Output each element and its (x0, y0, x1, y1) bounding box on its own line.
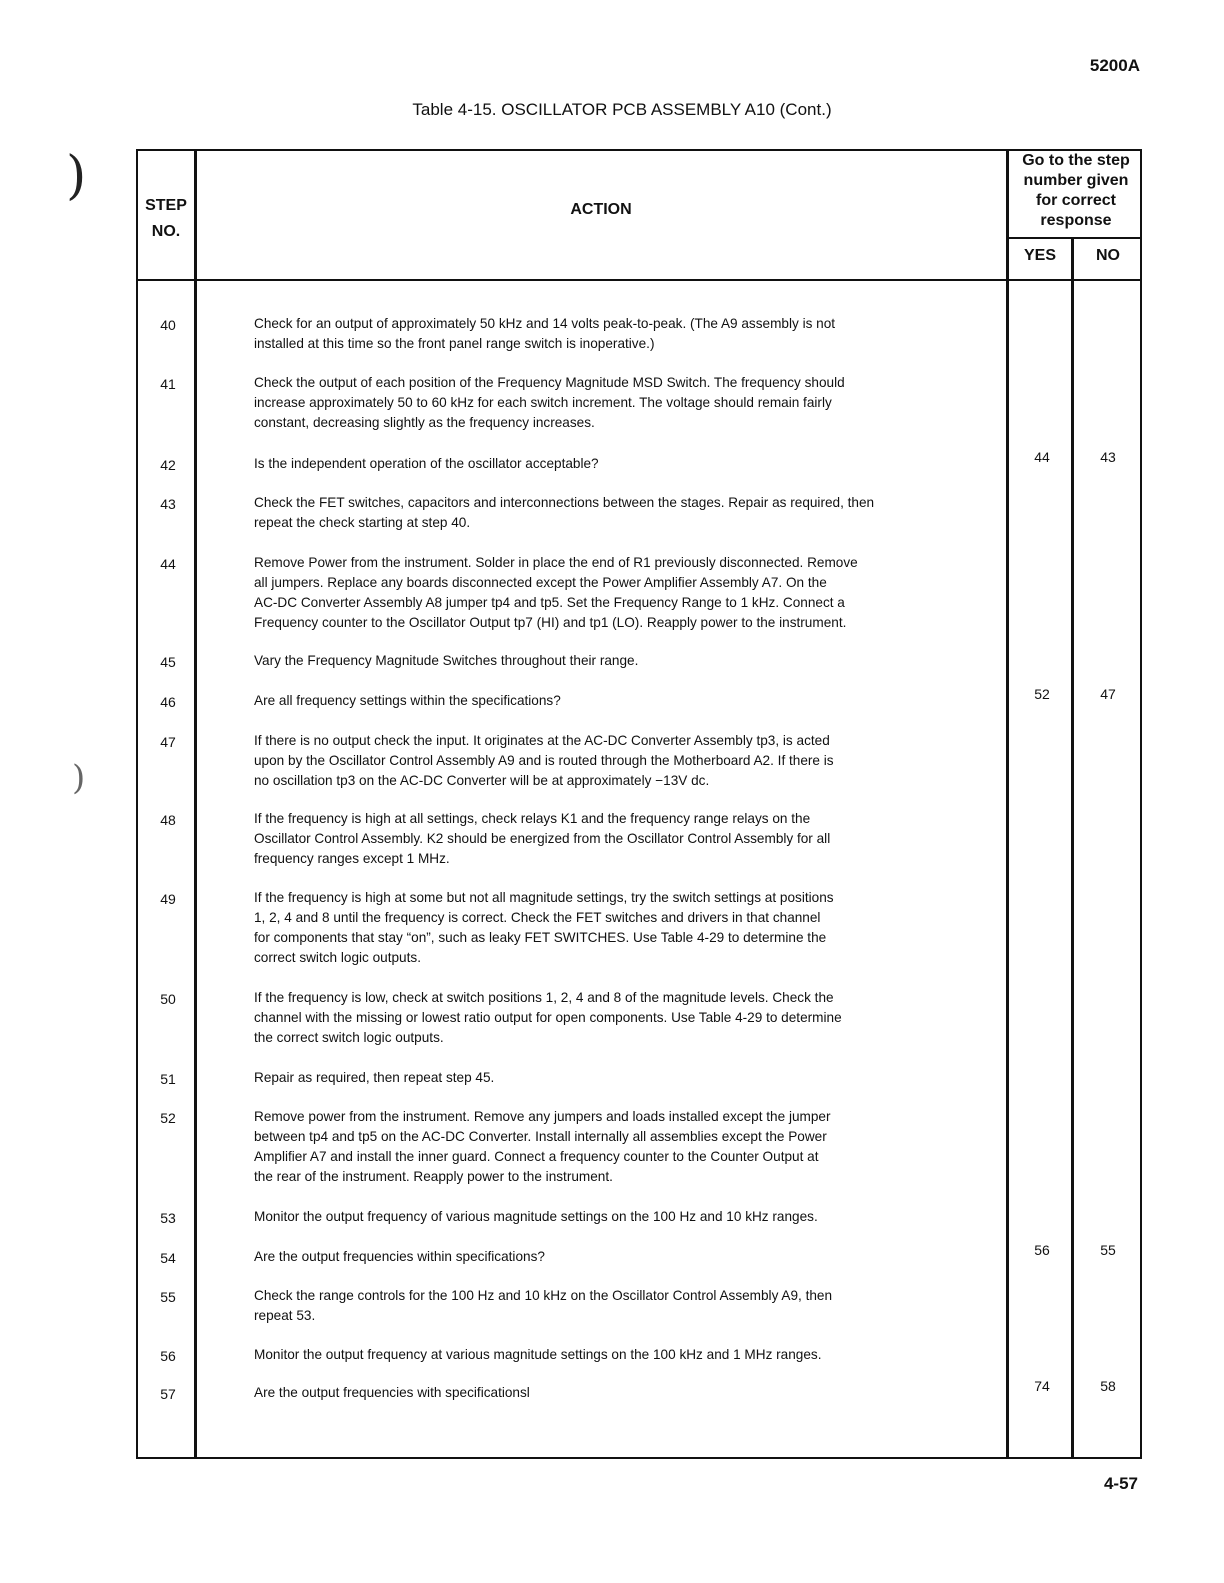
action-line: frequency ranges except 1 MHz. (254, 851, 450, 866)
action-line: Are the output frequencies with specificationsl (254, 1385, 530, 1400)
action-text (254, 373, 974, 433)
action-text (254, 888, 974, 968)
action-line: AC-DC Converter Assembly A8 jumper tp4 and tp5. Set the Frequency Range to 1 kHz. Connect a (254, 595, 845, 610)
action-text (254, 1068, 974, 1088)
action-line: installed at this time so the front panel range switch is inoperative.) (254, 336, 655, 351)
action-text (254, 1247, 974, 1267)
step-number: 41 (160, 376, 176, 392)
model-number: 5200A (1089, 56, 1140, 75)
action-line: correct switch logic outputs. (254, 950, 421, 965)
step-number: 54 (160, 1250, 176, 1266)
action-line: 1, 2, 4 and 8 until the frequency is correct. Check the FET switches and drivers in that channel (254, 910, 821, 925)
action-line: repeat 53. (254, 1308, 316, 1323)
header-step: STEP NO. (145, 197, 187, 240)
step-number: 45 (160, 654, 176, 670)
action-line: between tp4 and tp5 on the AC-DC Converter. Install internally all assemblies except the Power (254, 1129, 827, 1144)
action-line: Are the output frequencies within specifications? (254, 1249, 545, 1264)
action-text (254, 691, 974, 711)
step-number: 49 (160, 891, 176, 907)
action-line: Monitor the output frequency of various magnitude settings on the 100 Hz and 10 kHz ranges. (254, 1209, 818, 1224)
action-line: Amplifier A7 and install the inner guard. Connect a frequency counter to the Counter Output at (254, 1149, 819, 1164)
action-line: Vary the Frequency Magnitude Switches throughout their range. (254, 653, 639, 668)
action-text (254, 1207, 974, 1227)
step-number: 56 (160, 1348, 176, 1364)
action-line: constant, decreasing slightly as the frequency increases. (254, 415, 595, 430)
step-number: 42 (160, 457, 176, 473)
margin-mark: ) (72, 758, 86, 798)
step-number: 51 (160, 1071, 176, 1087)
step-number: 57 (160, 1386, 176, 1402)
step-number: 53 (160, 1210, 176, 1226)
action-text (254, 1107, 974, 1187)
no-step: 58 (1100, 1378, 1116, 1394)
action-text (254, 493, 974, 533)
action-line: Remove power from the instrument. Remove any jumpers and loads installed except the jumper (254, 1109, 831, 1124)
action-line: repeat the check starting at step 40. (254, 515, 471, 530)
action-text (254, 1345, 974, 1365)
action-text (254, 1286, 974, 1326)
no-step: 43 (1100, 449, 1116, 465)
action-text (254, 454, 974, 474)
action-line: Frequency counter to the Oscillator Output tp7 (HI) and tp1 (LO). Reapply power to the instrument. (254, 615, 847, 630)
column-divider (1071, 237, 1074, 1457)
action-line: Check the output of each position of the Frequency Magnitude MSD Switch. The frequency should (254, 375, 845, 390)
action-line: If there is no output check the input. It originates at the AC-DC Converter Assembly tp3, is acted (254, 733, 830, 748)
step-number: 43 (160, 496, 176, 512)
step-number: 55 (160, 1289, 176, 1305)
yes-step: 56 (1034, 1242, 1050, 1258)
action-line: Is the independent operation of the oscillator acceptable? (254, 456, 599, 471)
action-line: the rear of the instrument. Reapply power to the instrument. (254, 1169, 613, 1184)
action-line: If the frequency is high at all settings, check relays K1 and the frequency range relays on the (254, 811, 811, 826)
action-text (254, 1383, 974, 1403)
action-text (254, 553, 974, 633)
step-number: 47 (160, 734, 176, 750)
page-number: 4-57 (1103, 1474, 1138, 1493)
step-number: 50 (160, 991, 176, 1007)
action-text (254, 731, 974, 791)
yes-step: 74 (1034, 1378, 1050, 1394)
action-line: upon by the Oscillator Control Assembly A9 and is routed through the Motherboard A2. If there is (254, 753, 834, 768)
header-subdivider (1008, 237, 1140, 239)
step-number: 48 (160, 812, 176, 828)
action-text (254, 314, 974, 354)
action-line: Check the FET switches, capacitors and interconnections between the stages. Repair as required, then (254, 495, 875, 510)
troubleshooting-table (136, 149, 1142, 1459)
action-text (254, 988, 974, 1048)
action-line: increase approximately 50 to 60 kHz for each switch increment. The voltage should remain fairly (254, 395, 832, 410)
action-line: Are all frequency settings within the specifications? (254, 693, 561, 708)
action-line: Monitor the output frequency at various magnitude settings on the 100 kHz and 1 MHz ranges. (254, 1347, 822, 1362)
action-line: Check for an output of approximately 50 kHz and 14 volts peak-to-peak. (The A9 assembly is not (254, 316, 836, 331)
yes-step: 44 (1034, 449, 1050, 465)
action-text (254, 809, 974, 869)
header-yes: YES (1023, 247, 1056, 264)
action-line: no oscillation tp3 on the AC-DC Converter will be at approximately −13V dc. (254, 773, 710, 788)
header-action: ACTION (570, 201, 632, 218)
action-text (254, 651, 974, 671)
action-line: If the frequency is low, check at switch positions 1, 2, 4 and 8 of the magnitude levels. Check the (254, 990, 834, 1005)
action-line: channel with the missing or lowest ratio output for open components. Use Table 4-29 to determine (254, 1010, 842, 1025)
step-number: 46 (160, 694, 176, 710)
action-line: for components that stay “on”, such as leaky FET SWITCHES. Use Table 4-29 to determine the (254, 930, 827, 945)
action-line: If the frequency is high at some but not all magnitude settings, try the switch settings at positions (254, 890, 834, 905)
action-line: the correct switch logic outputs. (254, 1030, 444, 1045)
column-divider (1006, 151, 1009, 1457)
step-number: 40 (160, 317, 176, 333)
action-line: Check the range controls for the 100 Hz and 10 kHz on the Oscillator Control Assembly A9, then (254, 1288, 833, 1303)
margin-mark: ) (66, 146, 87, 206)
action-line: Oscillator Control Assembly. K2 should be energized from the Oscillator Control Assembly for all (254, 831, 831, 846)
table-title: Table 4-15. OSCILLATOR PCB ASSEMBLY A10 (Cont.) (412, 100, 832, 119)
header-goto: Go to the step number given for correct response (1022, 152, 1130, 229)
action-line: Remove Power from the instrument. Solder in place the end of R1 previously disconnected. Remove (254, 555, 858, 570)
action-line: all jumpers. Replace any boards disconnected except the Power Amplifier Assembly A7. On the (254, 575, 827, 590)
no-step: 47 (1100, 686, 1116, 702)
step-number: 44 (160, 556, 176, 572)
yes-step: 52 (1034, 686, 1050, 702)
step-number: 52 (160, 1110, 176, 1126)
action-line: Repair as required, then repeat step 45. (254, 1070, 495, 1085)
header-divider (138, 279, 1140, 281)
header-no: NO (1096, 247, 1120, 264)
no-step: 55 (1100, 1242, 1116, 1258)
